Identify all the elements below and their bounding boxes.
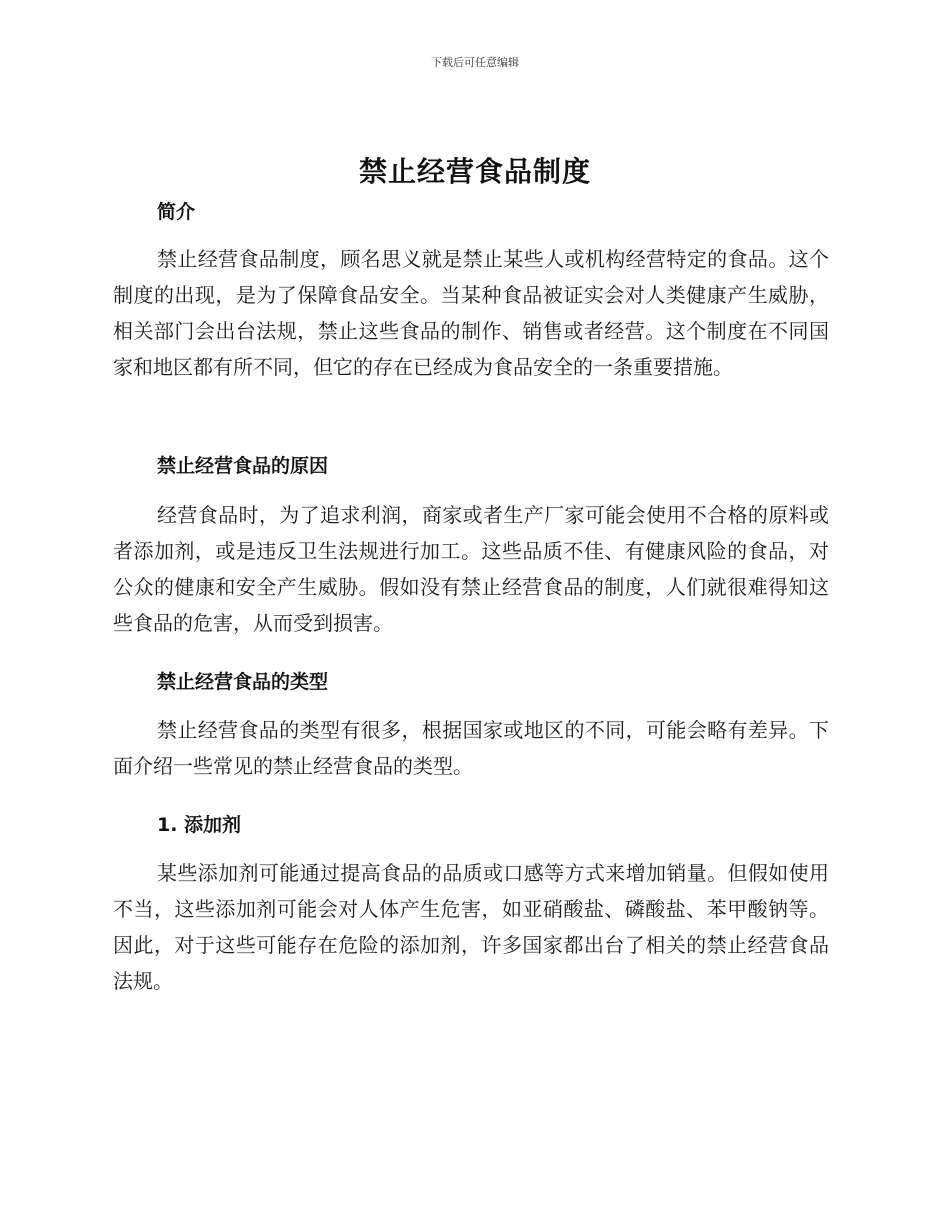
header-note: 下载后可任意编辑 [431,56,519,69]
section-heading-types: 禁止经营食品的类型 [157,671,329,693]
section-paragraph-reasons: 经营食品时，为了追求利润，商家或者生产厂家可能会使用不合格的原料或者添加剂，或是违反卫生法规进行加工。这些品质不佳、有健康风险的食品，对公众的健康和安全产生威胁。假如没有禁止经营食品的制度，人们就很难得知这些食品的危害，从而受到损害。 [113,503,829,635]
section-heading-intro: 简介 [157,201,196,223]
section-heading-reasons: 禁止经营食品的原因 [157,455,329,477]
section-paragraph-additives: 某些添加剂可能通过提高食品的品质或口感等方式来增加销量。但假如使用不当，这些添加剂可能会对人体产生危害，如亚硝酸盐、磷酸盐、苯甲酸钠等。因此，对于这些可能存在危险的添加剂，许多国家都出台了相关的禁止经营食品法规。 [113,861,829,993]
section-heading-additives: 1. 添加剂 [157,814,242,836]
section-paragraph-types: 禁止经营食品的类型有很多，根据国家或地区的不同，可能会略有差异。下面介绍一些常见的禁止经营食品的类型。 [113,718,829,778]
document-title: 禁止经营食品制度 [358,155,591,188]
section-paragraph-intro: 禁止经营食品制度，顾名思义就是禁止某些人或机构经营特定的食品。这个制度的出现，是为了保障食品安全。当某种食品被证实会对人类健康产生威胁，相关部门会出台法规，禁止这些食品的制作、销售或者经营。这个制度在不同国家和地区都有所不同，但它的存在已经成为食品安全的一条重要措施。 [113,247,829,379]
